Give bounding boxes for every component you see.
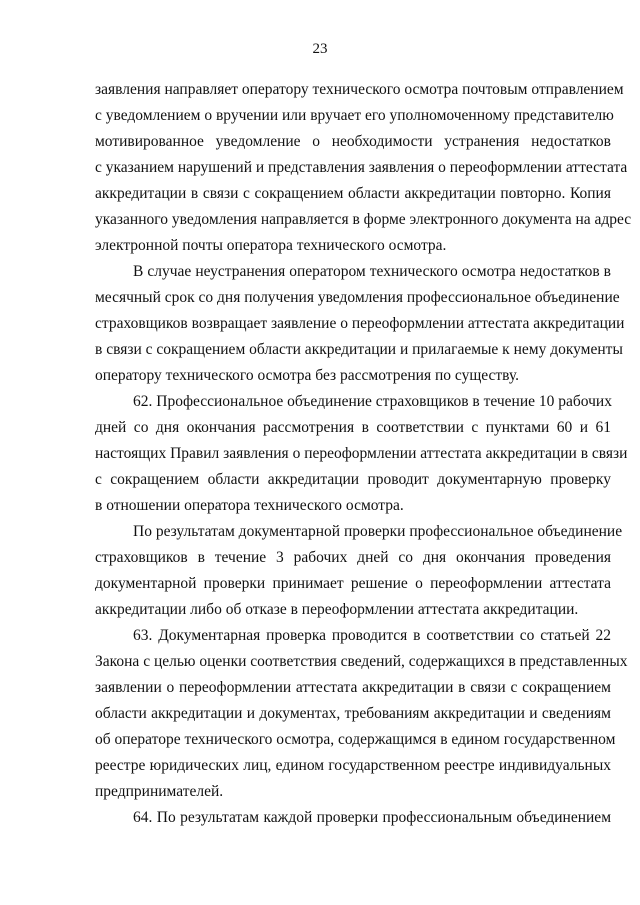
text-line: с указанием нарушений и представления заявления о переоформлении аттестата <box>95 159 628 176</box>
text-line: реестре юридических лиц, едином государственном реестре индивидуальных <box>95 757 611 774</box>
text-line: В случае неустранения оператором технического осмотра недостатков в <box>133 263 611 280</box>
text-line: указанного уведомления направляется в форме электронного документа на адрес <box>95 211 632 228</box>
paragraph <box>95 77 632 259</box>
text-line: дней со дня окончания рассмотрения в соответствии с пунктами 60 и 61 <box>95 419 611 436</box>
text-line: в связи с сокращением области аккредитации и прилагаемые к нему документы <box>95 341 623 358</box>
text-line: заявлении о переоформлении аттестата аккредитации в связи с сокращением <box>95 679 611 696</box>
paragraph-item-63 <box>95 623 628 805</box>
text-line: 63. Документарная проверка проводится в соответствии со статьей 22 <box>133 627 611 644</box>
paragraph-item-62 <box>95 389 628 519</box>
page-number: 23 <box>312 41 328 57</box>
text-line: 64. По результатам каждой проверки профессиональным объединением <box>133 809 611 826</box>
text-line: аккредитации в связи с сокращением области аккредитации повторно. Копия <box>95 185 611 202</box>
text-line: мотивированное уведомление о необходимости устранения недостатков <box>95 133 611 150</box>
text-line: заявления направляет оператору технического осмотра почтовым отправлением <box>95 81 624 98</box>
text-line: документарной проверки принимает решение о переоформлении аттестата <box>95 575 611 592</box>
text-line: с уведомлением о вручении или вручает его уполномоченному представителю <box>95 107 614 124</box>
text-line: предпринимателей. <box>95 783 224 800</box>
text-line: месячный срок со дня получения уведомления профессиональное объединение <box>95 289 620 306</box>
text-line: оператору технического осмотра без рассмотрения по существу. <box>95 367 520 384</box>
paragraph-item-64 <box>95 805 611 831</box>
text-line: в отношении оператора технического осмотра. <box>95 497 404 514</box>
text-line: области аккредитации и документах, требованиям аккредитации и сведениям <box>95 705 611 722</box>
text-line: Закона с целью оценки соответствия сведений, содержащихся в представленных <box>95 653 628 670</box>
text-line: страховщиков в течение 3 рабочих дней со дня окончания проведения <box>95 549 611 566</box>
text-line: По результатам документарной проверки профессиональное объединение <box>133 523 623 540</box>
text-line: об операторе технического осмотра, содержащимся в едином государственном <box>95 731 616 748</box>
text-line: с сокращением области аккредитации проводит документарную проверку <box>95 471 611 488</box>
text-line: электронной почты оператора технического осмотра. <box>95 237 447 254</box>
document-body <box>95 77 632 831</box>
text-line: настоящих Правил заявления о переоформлении аттестата аккредитации в связи <box>95 445 628 462</box>
text-line: аккредитации либо об отказе в переоформлении аттестата аккредитации. <box>95 601 579 618</box>
paragraph <box>95 519 623 623</box>
text-line: 62. Профессиональное объединение страховщиков в течение 10 рабочих <box>133 393 612 410</box>
paragraph <box>95 259 625 389</box>
text-line: страховщиков возвращает заявление о переоформлении аттестата аккредитации <box>95 315 625 332</box>
